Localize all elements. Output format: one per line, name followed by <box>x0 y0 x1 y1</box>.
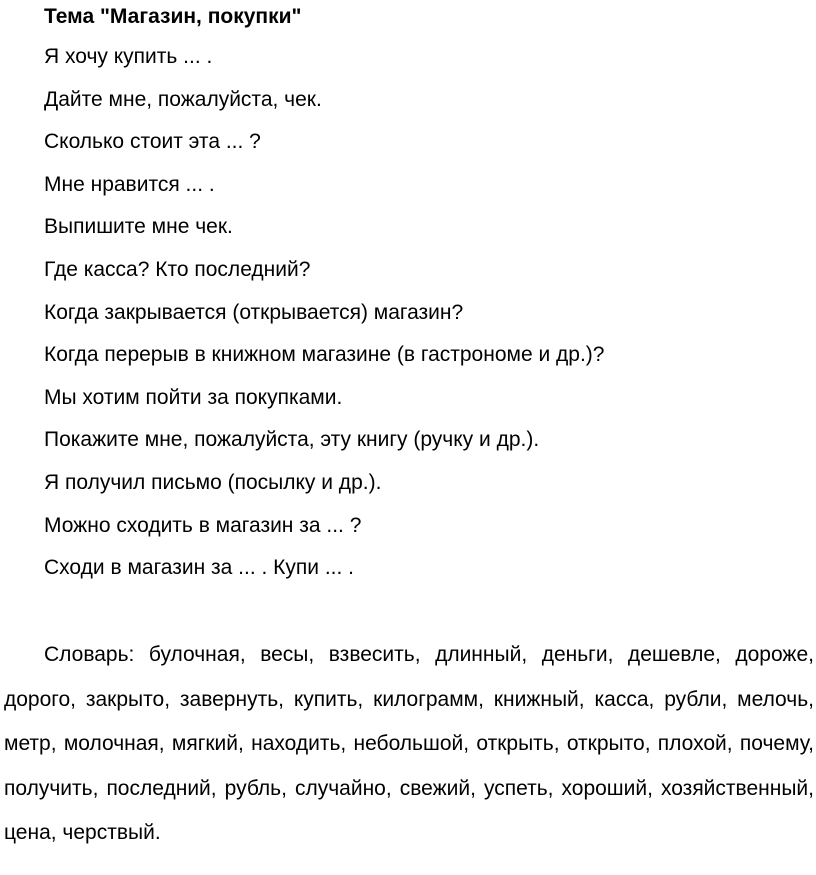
phrase-list <box>44 42 604 596</box>
phrase-item: Сходи в магазин за ... . Купи ... . <box>44 556 354 580</box>
phrase-item: Я хочу купить ... . <box>44 45 213 68</box>
phrase-item: Я получил письмо (посылку и др.). <box>44 470 382 494</box>
phrase-item: Где касса? Кто последний? <box>44 257 311 281</box>
page-title: Тема "Магазин, покупки" <box>44 5 302 28</box>
phrase-item: Покажите мне, пожалуйста, эту книгу (ручку и др.). <box>44 428 540 452</box>
phrase-item: Мы хотим пойти за покупками. <box>44 385 343 409</box>
phrase-item: Когда перерыв в книжном магазине (в гастрономе и др.)? <box>44 343 605 367</box>
phrase-item: Сколько стоит эта ... ? <box>44 130 261 154</box>
phrase-item: Можно сходить в магазин за ... ? <box>44 513 362 537</box>
phrase-item: Мне нравится ... . <box>44 172 215 196</box>
phrase-item: Дайте мне, пожалуйста, чек. <box>44 87 322 111</box>
phrase-item: Когда закрывается (открывается) магазин? <box>44 300 464 324</box>
vocabulary-paragraph: Словарь: булочная, весы, взвесить, длинный, деньги, дешевле, дороже, дорого, закрыто, завернуть, купить, килограмм, книжный, касса, рубли, мелочь, метр, молочная, мягкий, находить, небольшой, открыть, открыто, плохой, почему, получить, последний, рубль, случайно, свежий, успеть, хороший, хозяйственный, цена, черствый. <box>4 643 814 844</box>
phrase-item: Выпишите мне чек. <box>44 215 233 239</box>
